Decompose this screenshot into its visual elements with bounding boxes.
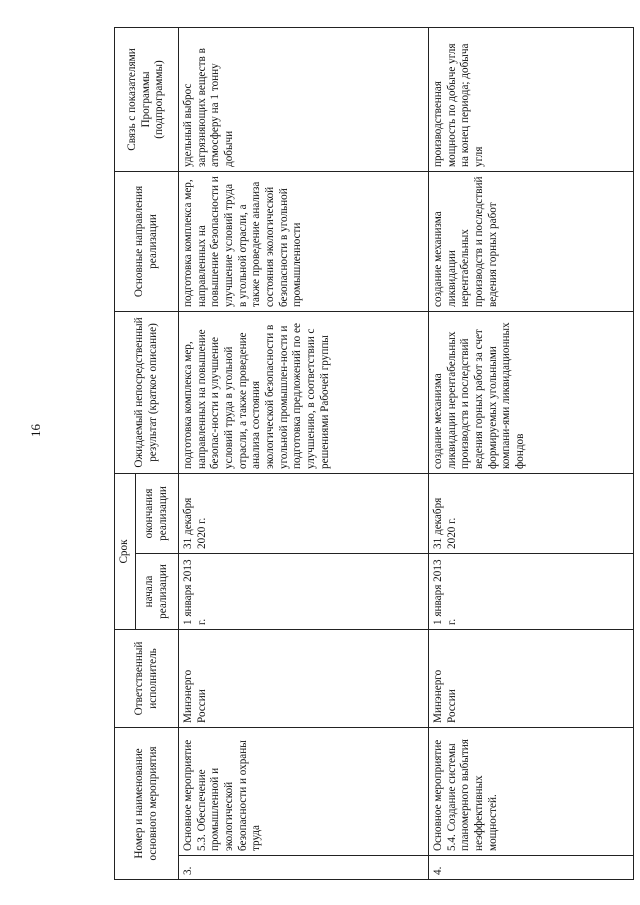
row-result: подготовка комплекса мер, направленных на повышение безопас-ности и улучшение условий труда в угольной отрасли, а также проведение анализа состояния экологической безопасности в угольной промышлен-ности и подготовка предложений по ее улучшению, в соответствии с решениями Рабочей группы bbox=[179, 311, 429, 473]
row-number: 3. bbox=[179, 856, 429, 880]
row-link: удельный выброс загрязняющих веществ в атмосферу на 1 тонну добычи bbox=[179, 27, 429, 171]
row-directions: подготовка комплекса мер, направленных на повышение безопасности и улучшение условий труда в угольной отрасли, а также проведение анализа состояния экологической безопасности в угольной промышленности bbox=[179, 171, 429, 311]
table-header-row bbox=[115, 27, 136, 879]
row-item: Основное мероприятие 5.3. Обеспечение промышленной и экологической безопасности и охраны труда bbox=[179, 727, 429, 855]
row-link: производственная мощность по добыче угля на конец периода; добыча угля bbox=[429, 27, 634, 171]
row-start: 1 января 2013 г. bbox=[429, 553, 634, 629]
program-measures-table bbox=[114, 27, 634, 880]
row-directions: создание механизма ликвидации нерентабельных производств и последствий ведения горных работ bbox=[429, 171, 634, 311]
header-end: окончания реализации bbox=[136, 473, 179, 553]
header-directions: Основные направления реализации bbox=[115, 171, 179, 311]
header-term: Срок bbox=[115, 473, 136, 629]
row-end: 31 декабря 2020 г. bbox=[429, 473, 634, 553]
row-result: создание механизма ликвидации нерентабельных производств и последствий ведения горных работ за счет формируемых угольными компани-ями ликвидационных фондов bbox=[429, 311, 634, 473]
row-end: 31 декабря 2020 г. bbox=[179, 473, 429, 553]
table-row bbox=[179, 27, 429, 879]
row-start: 1 января 2013 г. bbox=[179, 553, 429, 629]
header-item: Номер и наименование основного мероприятия bbox=[115, 727, 179, 879]
table-row bbox=[429, 27, 634, 879]
header-executor: Ответственный исполнитель bbox=[115, 629, 179, 727]
row-item: Основное мероприятие 5.4. Создание системы планомерного выбытия неэффективных мощностей. bbox=[429, 727, 634, 855]
row-executor: Минэнерго России bbox=[429, 629, 634, 727]
header-link: Связь с показателями Программы (подпрограммы) bbox=[115, 27, 179, 171]
program-measures-table-container bbox=[114, 28, 634, 880]
row-executor: Минэнерго России bbox=[179, 629, 429, 727]
header-result: Ожидаемый непосредственный результат (краткое описание) bbox=[115, 311, 179, 473]
page-number: 16 bbox=[28, 424, 43, 437]
row-number: 4. bbox=[429, 856, 634, 880]
header-start: начала реализации bbox=[136, 553, 179, 629]
